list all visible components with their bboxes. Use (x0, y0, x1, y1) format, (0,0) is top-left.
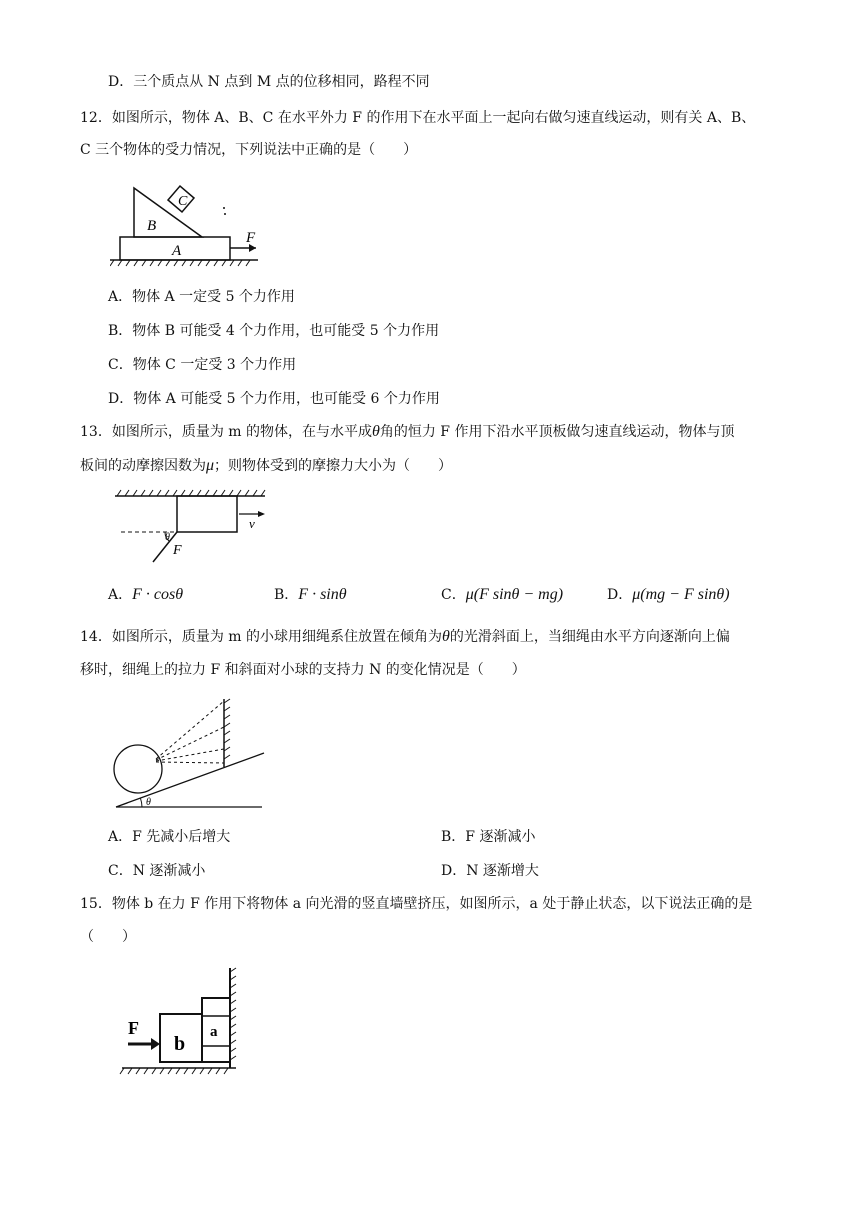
q13-option-a (108, 585, 183, 605)
q15-fig-label-a: a (210, 1024, 218, 1040)
q13-stem-line2 (80, 456, 452, 476)
q15-stem-line2: （ ） (80, 929, 136, 945)
q13-option-b (274, 585, 347, 605)
q11-option-d: D．三个质点从 N 点到 M 点的位移相同，路程不同 (108, 74, 430, 90)
q12-fig-label-a: A (172, 243, 182, 259)
q13-option-c-letter: C． (441, 587, 466, 603)
q14-stem-line2: 移时，细绳上的拉力 F 和斜面对小球的支持力 N 的变化情况是（ ） (80, 662, 526, 678)
q13-option-d-letter: D． (607, 587, 633, 603)
q13-fig-label-theta: θ (165, 532, 170, 543)
q13-stem-mu: μ (206, 457, 215, 474)
q14-option-b: B．F 逐渐减小 (441, 829, 536, 845)
q12-option-c: C．物体 C 一定受 3 个力作用 (108, 357, 297, 373)
q13-stem-theta: θ (372, 423, 380, 440)
q14-option-a: A．F 先减小后增大 (108, 829, 231, 845)
q12-stem-line1: 12．如图所示，物体 A、B、C 在水平外力 F 的作用下在水平面上一起向右做匀速直线运动，则有关 A、B、 (80, 110, 756, 126)
q13-stem-text-a: 13．如图所示，质量为 m 的物体，在与水平成 (80, 424, 372, 440)
q12-fig-label-c: C (178, 194, 188, 209)
q13-fig-label-f: F (173, 543, 182, 558)
q14-stem-theta: θ (442, 628, 450, 645)
q12-option-d: D．物体 A 可能受 5 个力作用，也可能受 6 个力作用 (108, 391, 440, 407)
q12-option-b: B．物体 B 可能受 4 个力作用，也可能受 5 个力作用 (108, 323, 440, 339)
q13-fig-label-v: v (249, 516, 255, 531)
q14-option-c: C．N 逐渐减小 (108, 863, 206, 879)
q13-option-b-expr: F · sinθ (298, 586, 347, 603)
q13-figure (115, 488, 275, 568)
q12-figure (110, 180, 270, 268)
q12-fig-label-b: B (147, 218, 157, 234)
q12-option-a: A．物体 A 一定受 5 个力作用 (108, 289, 295, 305)
q14-stem-line1 (80, 627, 730, 647)
q13-option-b-letter: B． (274, 587, 299, 603)
q14-fig-label-theta: θ (146, 797, 151, 808)
q13-stem-text-c: 板间的动摩擦因数为 (80, 458, 206, 474)
q14-stem-text-b: 的光滑斜面上，当细绳由水平方向逐渐向上偏 (449, 629, 730, 645)
q13-option-c (441, 585, 563, 605)
q15-fig-label-b: b (174, 1033, 186, 1055)
q12-fig-label-f: F (246, 230, 256, 246)
q13-option-d (607, 585, 730, 605)
q13-stem-line1 (80, 422, 734, 442)
q14-stem-text-a: 14．如图所示，质量为 m 的小球用细绳系住放置在倾角为 (80, 629, 442, 645)
q13-stem-text-d: ；则物体受到的摩擦力大小为（ ） (214, 458, 453, 474)
q14-option-d: D．N 逐渐增大 (441, 863, 539, 879)
q15-stem-line1: 15．物体 b 在力 F 作用下将物体 a 向光滑的竖直墙壁挤压，如图所示，a 处于静止状态，以下说法正确的是 (80, 896, 753, 912)
q13-option-a-expr: F · cosθ (132, 586, 184, 603)
q15-fig-label-f: F (128, 1018, 139, 1038)
q12-stem-line2: C 三个物体的受力情况，下列说法中正确的是（ ） (80, 142, 418, 158)
q14-figure (112, 697, 272, 813)
q13-option-c-expr: μ(F sinθ − mg) (465, 586, 564, 603)
q13-stem-text-b: 角的恒力 F 作用下沿水平顶板做匀速直线运动，物体与顶 (379, 424, 735, 440)
q15-figure (118, 966, 248, 1078)
q13-option-a-letter: A． (108, 587, 133, 603)
q13-option-d-expr: μ(mg − F sinθ) (632, 586, 730, 603)
